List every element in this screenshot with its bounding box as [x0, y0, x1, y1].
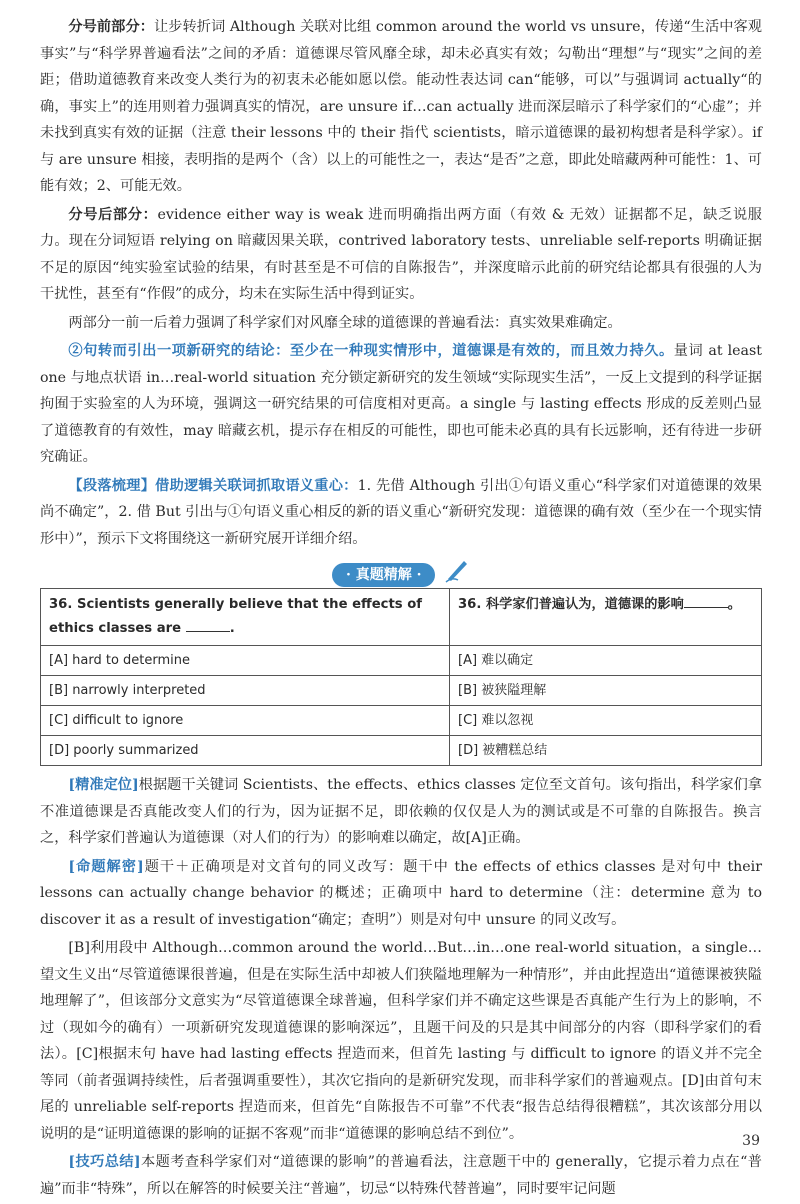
question-stem-en: 36. Scientists generally believe that the effects of ethics classes are .	[41, 589, 450, 646]
analysis-decode	[40, 854, 762, 934]
analysis-label: [命题解密]	[68, 858, 144, 875]
analysis-text: 根据题干关键词 Scientists、the effects、ethics classes 定位至文首句。该句指出，科学家们拿不准道德课是否真能改变人们的行为，因为证据不足，即依赖的仅仅是人为的测试或是不可靠的自陈报告。换言之，科学家们普遍认为道德课（对人们的行为）的影响难以确定，故[A]正确。	[40, 777, 762, 846]
pen-icon	[444, 557, 470, 593]
paragraph-text: evidence either way is weak 进而明确指出两方面（有效 & 无效）证据都不足，缺乏说服力。现在分词短语 relying on 暗藏因果关联，contrived laboratory tests、unreliable self-reports 明确证据不足的原因“纯实验室试验的结果，有时甚至是不可信的自陈报告”，并深度暗示此前的研究结论都具有很强的人为干扰性，甚至有“作假”的成分，均未在实际生活中得到证实。	[40, 206, 762, 302]
option-en: [B] narrowly interpreted	[41, 676, 450, 706]
paragraph-lead-highlight: ②句转而引出一项新研究的结论：至少在一种现实情形中，道德课是有效的，而且效力持久。	[68, 343, 674, 359]
paragraph-lead: 分号前部分：	[68, 19, 154, 35]
analysis-text: 本题考查科学家们对“道德课的影响”的普遍看法，注意题干中的 generally，它提示着力点在“普遍”而非“特殊”，所以在解答的时候要关注“普遍”，切忌“以特殊代替普遍”，同时要牢记问题	[40, 1154, 762, 1197]
answer-blank	[186, 617, 230, 632]
paragraph-structure-summary	[40, 473, 762, 553]
option-en: [C] difficult to ignore	[41, 706, 450, 736]
option-zh: [B] 被狭隘理解	[450, 676, 762, 706]
analysis-label: [精准定位]	[68, 777, 139, 793]
paragraph-text: 量词 at least one 与地点状语 in…real-world situation 充分锁定新研究的发生领域“实际现实生活”，一反上文提到的科学证据拘囿于实验室的人为环境，强调这一研究结果的可信度相对更高。a single 与 lasting effects 形成的反差则凸显了道德教育的有效性，may 暗藏玄机，提示存在相反的可能性，即也可能未必真的具有长远影响，还有待进一步研究确证。	[40, 343, 762, 465]
option-row	[41, 646, 762, 676]
option-zh: [D] 被糟糕总结	[450, 736, 762, 766]
answer-blank	[684, 593, 728, 608]
option-row	[41, 736, 762, 766]
analysis-locate	[40, 772, 762, 852]
paragraph-text: 1. 先借 Although 引出①句语义重心“科学家们对道德课的效果尚不确定”，2. 借 But 引出与①句语义重心相反的新的语义重心“新研究发现：道德课的确有效（至少在一个现实情形中）”，预示下文将围绕这一新研究展开详细介绍。	[40, 477, 762, 547]
paragraph-lead: 分号后部分：	[68, 206, 158, 223]
paragraph-summary	[40, 310, 762, 337]
option-row	[41, 706, 762, 736]
paragraph-sentence-two	[40, 338, 762, 471]
paragraph-lead-highlight: 【段落梳理】借助逻辑关联词抓取语义重心：	[68, 477, 358, 494]
option-zh: [A] 难以确定	[450, 646, 762, 676]
section-heading-label: · 真题精解 ·	[332, 563, 436, 587]
page-number: 39	[742, 1133, 760, 1149]
section-heading	[40, 557, 762, 585]
option-row	[41, 676, 762, 706]
page-content	[40, 14, 762, 1204]
paragraph-after-semicolon	[40, 202, 762, 308]
paragraph-text: 两部分一前一后着力强调了科学家们对风靡全球的道德课的普遍看法：真实效果难确定。	[68, 314, 622, 331]
analysis-text: [B]利用段中 Although…common around the world…But…in…one real-world situation，a single…望文生义出“尽管道德课很普遍，但是在实际生活中却被人们狭隘地理解为一种情形”，并由此捏造出“道德课被狭隘地理解了”，但该部分文意实为“尽管道德课全球普遍，但科学家们并不确定这些课是否真能产生行为上的影响，不过（现如今的确有）一项新研究发现道德课的影响深远”，且题干问及的只是其中间部分的内容（即科学家们的看法）。[C]根据末句 have had lasting effects 捏造而来，但首先 lasting 与 difficult to ignore 的语义并不完全等同（前者强调持续性，后者强调重要性），其次它指向的是新研究发现，而非科学家们的普遍观点。[D]由首句末尾的 unreliable self-reports 捏造而来，但首先“自陈报告不可靠”不代表“报告总结得很糟糕”，其次该部分用以说明的是“证明道德课的影响的证据不客观”而非“道德课的影响总结不到位”。	[40, 940, 762, 1142]
analysis-text: 题干＋正确项是对文首句的同义改写：题干中 the effects of ethics classes 是对句中 their lessons can actually change behavior 的概述；正确项中 hard to determine（注：determine 意为 to discover it as a result of investigation“确定；查明”）则是对句中 unsure 的同义改写。	[40, 858, 762, 928]
option-zh: [C] 难以忽视	[450, 706, 762, 736]
question-stem-zh: 36. 科学家们普遍认为，道德课的影响 。	[450, 589, 762, 646]
option-en: [D] poorly summarized	[41, 736, 450, 766]
question-table	[40, 588, 762, 766]
option-en: [A] hard to determine	[41, 646, 450, 676]
analysis-tips	[40, 1149, 762, 1202]
paragraph-before-semicolon	[40, 14, 762, 200]
question-stem-row	[41, 589, 762, 646]
paragraph-text: 让步转折词 Although 关联对比组 common around the world vs unsure，传递“生活中客观事实”与“科学界普遍看法”之间的矛盾：道德课尽管风靡全球，却未必真实有效；勾勒出“理想”与“现实”之间的差距；借助道德教育来改变人类行为的初衷未必能如愿以偿。能动性表达词 can“能够，可以”与强调词 actually“的确，事实上”的连用则着力强调真实的情况，are unsure if…can actually 进而深层暗示了科学家们的“心虚”；并未找到真实有效的证据（注意 their lessons 中的 their 指代 scientists，暗示道德课的最初构想者是科学家）。if 与 are unsure 相接，表明指的是两个（含）以上的可能性之一，表达“是否”之意，即此处暗藏两种可能性：1、可能有效；2、可能无效。	[40, 19, 762, 194]
analysis-distractors	[40, 935, 762, 1147]
analysis-label: [技巧总结]	[68, 1154, 141, 1170]
